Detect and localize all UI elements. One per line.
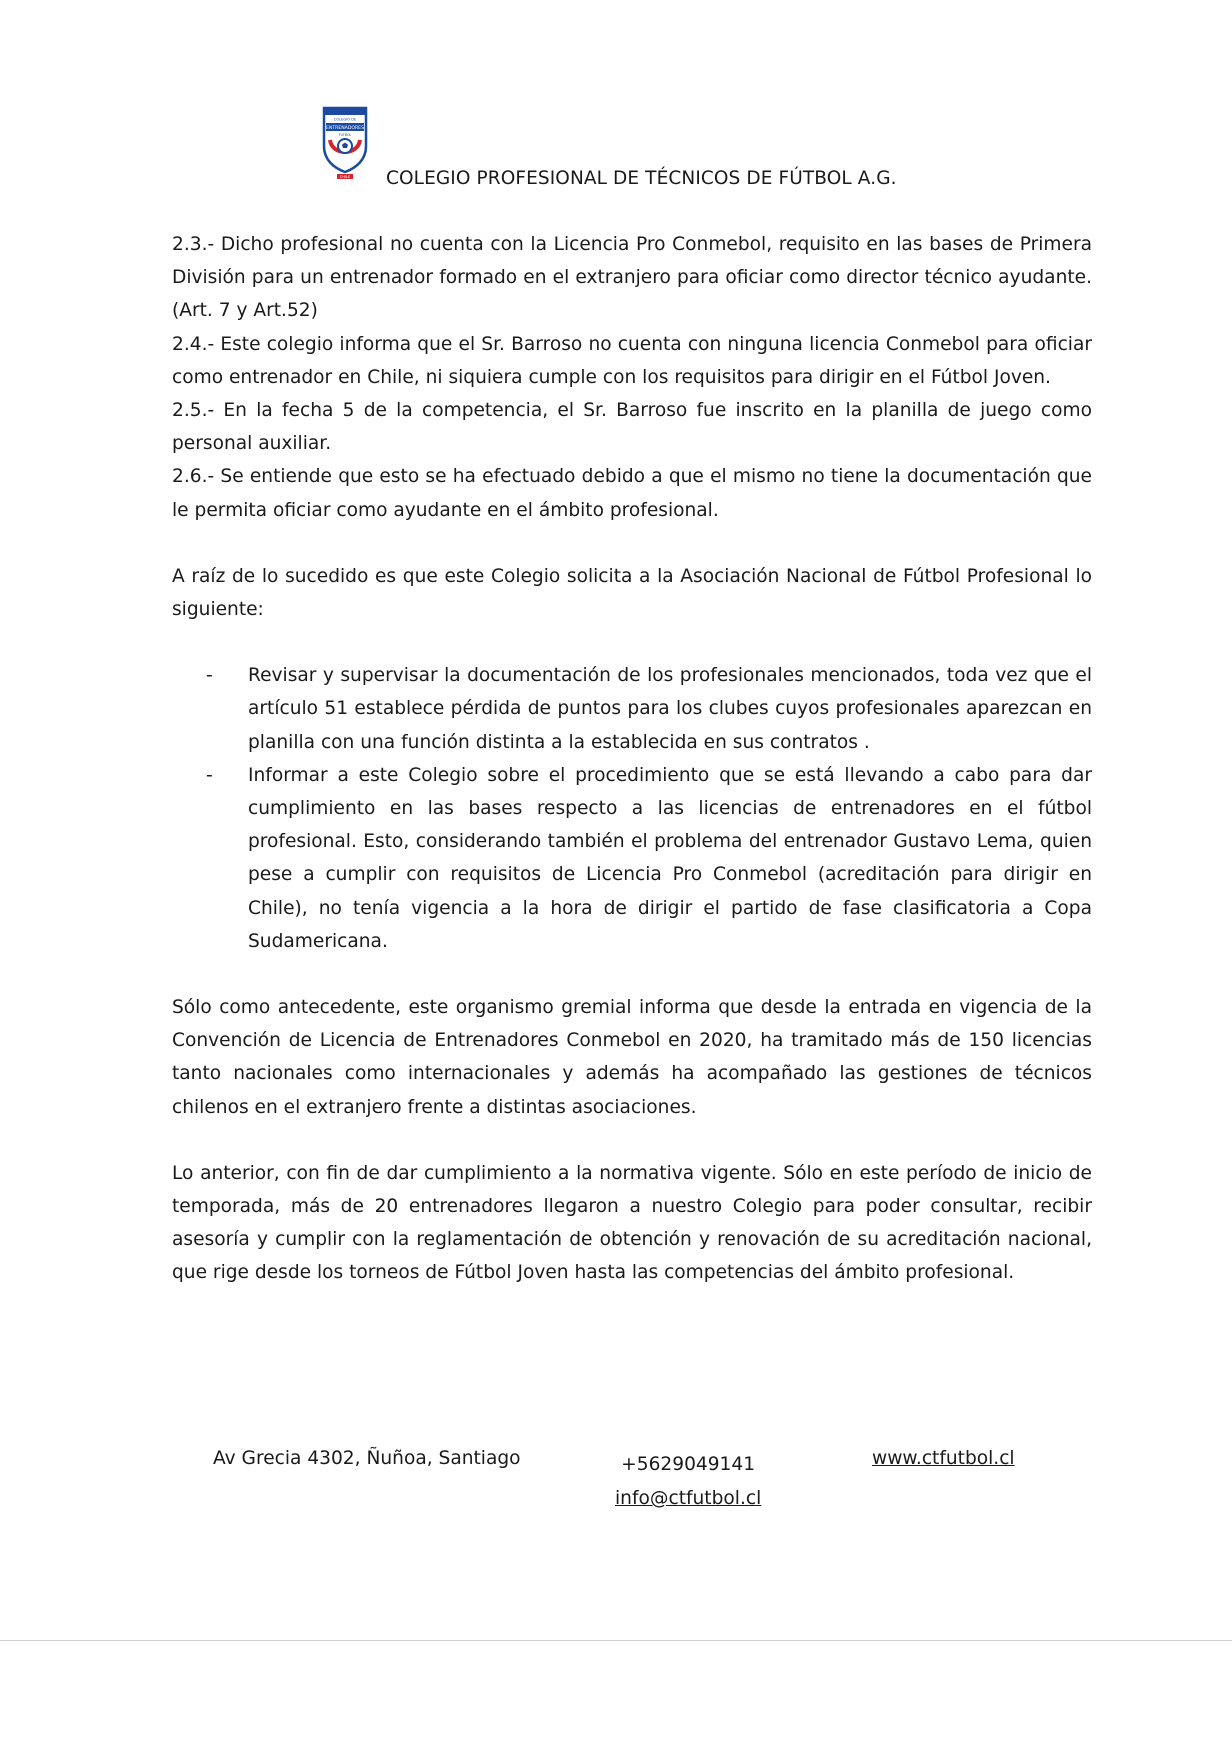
antecedent-paragraph: Sólo como antecedente, este organismo gremial informa que desde la entrada en vigencia de la Convención de Licencia de Entrenadores Conmebol en 2020, ha tramitado más de 150 licencias tanto nacionales como internacionales y además ha acompañado las gestiones de técnicos chilenos en el extranjero frente a distintas asociaciones. [172,997,1092,1118]
request-text: Revisar y supervisar la documentación de los profesionales mencionados, toda vez que el artículo 51 establece pérdida de puntos para los clubes cuyos profesionales aparezcan en planilla con una función distinta a la establecida en sus contratos . [248,665,1092,753]
logo-text-main: ENTRENADORES [326,126,364,131]
request-item [172,659,1092,759]
footer-email-link[interactable]: info@ctfutbol.cl [615,1488,762,1509]
bullet-dash: - [206,665,213,687]
letter-body [172,228,1092,1290]
footer-website-link[interactable]: www.ctfutbol.cl [872,1448,1015,1469]
page-bottom-divider [0,1640,1232,1641]
closing-paragraph: Lo anterior, con fin de dar cumplimiento a la normativa vigente. Sólo en este período de inicio de temporada, más de 20 entrenadores llegaron a nuestro Colegio para poder consultar, recibir asesoría y cumplir con la reglamentación de obtención y renovación de su acreditación nacional, que rige desde los torneos de Fútbol Joven hasta las competencias del ámbito profesional. [172,1162,1092,1284]
ball-icon [338,139,352,153]
organization-name: COLEGIO PROFESIONAL DE TÉCNICOS DE FÚTBOL A.G. [386,168,897,189]
logo-text-bottom: CHILE [339,175,351,180]
item-2-6: 2.6.- Se entiende que esto se ha efectuado debido a que el mismo no tiene la documentación que le permita oficiar como ayudante en el ámbito profesional. [172,466,1092,521]
item-2-3: 2.3.- Dicho profesional no cuenta con la Licencia Pro Conmebol, requisito en las bases de Primera División para un entrenador formado en el extranjero para oficiar como director técnico ayudante. (Art. 7 y Art.52) [172,234,1092,322]
letterhead [322,106,1122,190]
item-2-4: 2.4.- Este colegio informa que el Sr. Barroso no cuenta con ninguna licencia Conmebol para oficiar como entrenador en Chile, ni siquiera cumple con los requisitos para dirigir en el Fútbol Joven. [172,333,1092,388]
request-item [172,759,1092,958]
request-list [172,659,1092,958]
colegio-entrenadores-logo [322,106,368,182]
footer-contact [615,1448,761,1516]
request-text: Informar a este Colegio sobre el procedimiento que se está llevando a cabo para dar cumplimiento en las bases respecto a las licencias de entrenadores en el fútbol profesional. Esto, considerando también el problema del entrenador Gustavo Lema, quien pese a cumplir con requisitos de Licencia Pro Conmebol (acreditación para dirigir en Chile), no tenía vigencia a la hora de dirigir el partido de fase clasificatoria a Copa Sudamericana. [248,764,1092,952]
logo-text-top: COLEGIO DE [333,117,357,122]
logo-text-sub: FUTBOL [338,133,352,137]
item-2-5: 2.5.- En la fecha 5 de la competencia, el Sr. Barroso fue inscrito en la planilla de juego como personal auxiliar. [172,400,1092,455]
footer-address: Av Grecia 4302, Ñuñoa, Santiago [213,1448,521,1469]
bullet-dash: - [206,764,213,786]
footer-phone: +5629049141 [621,1454,756,1475]
request-intro: A raíz de lo sucedido es que este Colegio solicita a la Asociación Nacional de Fútbol Profesional lo siguiente: [172,565,1092,621]
